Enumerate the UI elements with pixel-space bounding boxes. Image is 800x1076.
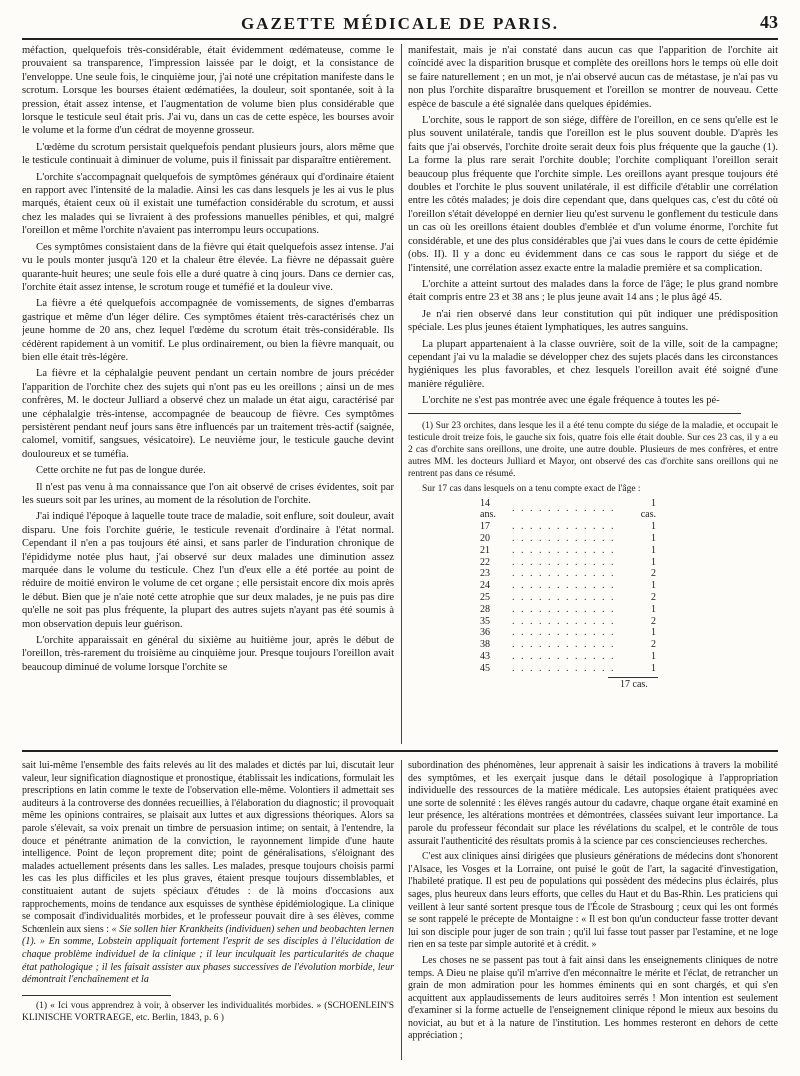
case-count: 1 [651, 650, 656, 662]
journal-title: GAZETTE MÉDICALE DE PARIS. [240, 14, 560, 33]
dot-leader: . . . . . . . . . . . . [512, 615, 616, 627]
case-count: 2 [651, 591, 656, 603]
dot-leader: . . . . . . . . . . . . [512, 580, 616, 592]
case-count: 1 [651, 603, 656, 615]
case-count: 2 [651, 568, 656, 580]
paragraph: L'orchite ne s'est pas montrée avec une égale fréquence à toutes les pé- [422, 395, 720, 407]
age-row [478, 533, 658, 545]
right-column [408, 44, 778, 744]
dot-leader: . . . . . . . . . . . . [512, 556, 616, 568]
column-divider [401, 760, 402, 1060]
age-row [478, 639, 658, 651]
paragraph: L'orchite a atteint surtout des malades dans la force de l'âge; le plus grand nombre était compris entre 23 et 38 ans ; le plus jeune avait 14 ans ; le plus âgé 45. [408, 278, 778, 304]
case-count: 1 cas. [640, 497, 656, 521]
age-row [478, 498, 658, 522]
dot-leader: . . . . . . . . . . . . [512, 650, 616, 662]
case-count: 1 [651, 662, 656, 674]
paragraph: méfaction, quelquefois très-considérable, était évidemment œdémateuse, comme le prouvaient sa transparence, l'impression laissée par le doigt, et la consistance de l'enveloppe. Une seule fois, le cinquième jour, j'ai noté une crépitation manifeste dans le scrotum. Lorsque les bourses étaient œdématiées, la douleur, soit spontanée, soit à la pression, était assez intense, et l'augmentation de volume bien plus considérable que lorsque le testicule seul était pris. J'ai vu, dans un cas de cette espèce, les bourses avoir le volume et la forme d'un cédrat de moyenne grosseur. [22, 45, 394, 137]
age-row [478, 627, 658, 639]
age-value: 25 [480, 591, 490, 603]
dot-leader: . . . . . . . . . . . . [512, 627, 616, 639]
dot-leader: . . . . . . . . . . . . [512, 503, 616, 515]
paragraph: La fièvre et la céphalalgie peuvent pendant un certain nombre de jours précéder l'apparition de l'orchite chez des sujets qui n'ont pas eu les oreillons ; ainsi un de mes confrères, M. le docteur Julliard a observé chez un malade un état aigu, caractérisé par une céphalalgie très-intense, accompagnée de beaucoup de fièvre. Ces symptômes persistèrent pendant neuf jours sans être influencés par un traitement très-actif (saignée, calomel, vomitif, sangsues, vésicatoire). Le neuvième jour, le testicule gauche devint douloureux et se tuméfia. [22, 368, 394, 460]
paragraph-text: sait lui-même l'ensemble des faits relevés au lit des malades et dictés par lui, discutait leur valeur, leur signification diagnostique et pronostique, établissait les indications, formulait les prescriptions en latin comme le texte de l'observation elle-même. Volontiers il admettait ses auditeurs à la controverse des données recueillies, à l'élaboration du diagnostic; il provoquait même les opinions contraires, se plaisait aux luttes et aux digressions théoriques. Alors sa parole s'élevait, sa voix prenait un timbre de persuasion intime; on sentait, à l'entendre, la douce et pénétrante animation de la conviction, le rayonnement limpide d'une haute intelligence. Point de leçon proprement dite; point de généralisations, s'éloignant des malades actuellement présents dans les salles. Les malades, presque toujours choisis parmi les cas les plus difficiles et les plus graves, étaient presque toujours dissemblables, et constituaient autant de sujets spéciaux d'études : de là moins d'occasions aux rapprochements, moins de tendance aux esquisses de synthèse épidémiologique. La clinique se composait d'individualités morbides, et le professeur pouvait dire à ses élèves, comme Schœnlein aux siens : [22, 760, 394, 935]
column-divider [401, 44, 402, 744]
dot-leader: . . . . . . . . . . . . [512, 568, 616, 580]
case-count: 2 [651, 615, 656, 627]
age-value: 45 [480, 662, 490, 674]
paragraph: L'orchite, sous le rapport de son siége, diffère de l'oreillon, en ce sens qu'elle est le plus souvent unilatérale, tandis que l'oreillon est le plus souvent double. D'après les faits que j'ai observés, l'orchite droite serait deux fois plus fréquente que la gauche (1). La forme la plus rare serait l'orchite double; l'orchite compliquant l'oreillon serait beaucoup plus fréquente que l'orchite simple. Les oreillons ayant presque toujours été doubles et l'orchite le plus souvent unilatérale, il est difficile d'établir une corrélation entre les côtés malades; je dois dire cependant que, dans quelques cas, c'est du côté où l'oreillon s'était développé en dernier lieu qu'est survenu le gonflement du testicule dans un cas où les oreillons étaient doubles d'emblée et d'un volume énorme, l'orchite fut considérable, et une des plus considérables que j'ai vues dans le cours de cette épidémie (obs. II). Il y a donc eu évidemment dans ce cas sous le rapport du siége et de l'intensité, une corrélation assez exacte entre la maladie première et sa complication. [408, 115, 778, 274]
age-value: 38 [480, 639, 490, 651]
dot-leader: . . . . . . . . . . . . [512, 662, 616, 674]
case-count: 1 [651, 556, 656, 568]
age-table [478, 498, 658, 675]
case-count: 1 [651, 580, 656, 592]
paragraph: La plupart appartenaient à la classe ouvrière, soit de la ville, soit de la campagne; cependant j'ai vu la maladie se développer chez des sujets placés dans les circonstances hygiéniques les plus favorables, et chez lesquels l'oreillon avait été soigné d'une manière régulière. [408, 338, 778, 390]
age-value: 14 ans. [480, 497, 496, 521]
paragraph: subordination des phénomènes, leur apprenait à saisir les indications à travers la mobilité des symptômes, et les exerçait jusque dans le détail posologique à l'appropriation individuelle des ressources de la matière médicale. Les autopsies étaient pratiquées avec une sorte de solennité : les élèves rangés autour du cadavre, chaque organe était examiné en leur présence, les altérations montrées et démontrées, classées suivant leur importance. La parole du professeur fécondait sur place les révélations du scalpel, et le contrôle de tous assurait l'authenticité des résultats promis à la science par ces consciencieuses recherches. [408, 760, 778, 847]
dot-leader: . . . . . . . . . . . . [512, 639, 616, 651]
case-count: 1 [651, 521, 656, 533]
case-count: 2 [651, 639, 656, 651]
age-row [478, 616, 658, 628]
german-quote: « Sie sollen hier Krankheits (individuen) sehen und beobachten lernen (1). » En somme, Lobstein appliquait fortement l'esprit de ses disciples à l'élucidation de chaque problème individuel de la clinique ; il leur inculquait les particularités de chaque état pathologique ; il les faisait assister aux phases successives de l'évolution morbide, leur démontrait l'enchaînement et la [22, 923, 394, 986]
paragraph: C'est aux cliniques ainsi dirigées que plusieurs générations de médecins dont s'honorent l'Alsace, les Vosges et la Lorraine, ont puisé le goût de l'art, la sagacité d'investigation, l'habileté pratique. Il est peu de populations qui possèdent des médecins plus éclairés, plus sages, plus heureux dans leurs efforts, que celles du Haut et du Bas-Rhin. Les praticiens qui veillent à leur santé sortent presque tous de l'École de Strasbourg ; ceux qui les ont formés se sont rappelé le précepte de Montaigne : « Il est bon qu'un conducteur fasse trotter devant lui son disciple pour juger de son train ; qu'il lui fasse tout passer par l'estamine, et ne loge rien en sa teste par simple autorité et à crédit. » [408, 851, 778, 951]
feuilleton-left-column [22, 760, 394, 1060]
age-value: 36 [480, 627, 490, 639]
footnote-separator [408, 413, 741, 414]
age-value: 35 [480, 615, 490, 627]
paragraph: Cette orchite ne fut pas de longue durée. [36, 465, 206, 477]
paragraph: L'orchite s'accompagnait quelquefois de symptômes généraux qui d'ordinaire étaient en rapport avec l'intensité de la maladie. Ainsi les cas dans lesquels je les ai vus le plus marqués, étaient ceux où il existait une tuméfaction considérable du scrotum, et aussi chez les malades qui se livraient à des professions manuelles pénibles, et qui, malgré l'oreillon et même l'orchite n'avaient pas interrompu leurs occupations. [22, 171, 394, 237]
age-row [478, 651, 658, 663]
age-row [478, 545, 658, 557]
age-row [478, 568, 658, 580]
age-row [478, 521, 658, 533]
dot-leader: . . . . . . . . . . . . [512, 532, 616, 544]
left-column [22, 44, 394, 744]
case-count: 1 [651, 627, 656, 639]
dot-leader: . . . . . . . . . . . . [512, 603, 616, 615]
paragraph: Ces symptômes consistaient dans de la fièvre qui était quelquefois assez intense. J'ai vu le pouls monter jusqu'à 120 et la chaleur être élevée. La fièvre ne dépassait guère quarante-huit heures; une seule fois elle a duré quatre à cinq jours. Dans ce dernier cas, l'orchite était assez intense, le scrotum rouge et tuméfié et la douleur vive. [22, 241, 394, 293]
page-number: 43 [760, 12, 778, 32]
page-header [22, 10, 778, 40]
age-row [478, 592, 658, 604]
dot-leader: . . . . . . . . . . . . [512, 521, 616, 533]
dot-leader: . . . . . . . . . . . . [512, 544, 616, 556]
age-value: 17 [480, 521, 490, 533]
age-value: 23 [480, 568, 490, 580]
age-value: 21 [480, 544, 490, 556]
paragraph [22, 760, 394, 987]
footnote: (1) Sur 23 orchites, dans lesque les il a été tenu compte du siége de la maladie, et occupait le testicule droit treize fois, le gauche six fois, quatre fois elle était double. Sur ces 23 cas, il y a eu 2 cas d'orchite sans oreillons, une droite, une autre double. Plusieurs de mes confrères, et entre autres MM. les docteurs Julliard et Mayor, ont observé des cas d'orchite sans oreillons qui ne rentrent pas dans ce résumé. [408, 420, 778, 479]
age-table-intro: Sur 17 cas dans lesquels on a tenu compte exact de l'âge : [422, 483, 641, 494]
paragraph: Les choses ne se passent pas tout à fait ainsi dans les enseignements cliniques de notre temps. A Dieu ne plaise qu'il m'arrive d'en méconnaître le mérite et l'éclat, de retrancher un grain de mon admiration pour les hommes éminents qui en sont chargés, et qui s'en acquittent aux applaudissements de leurs auditoires serrés ! Mon intention est seulement d'examiner si la forme actuelle de l'enseignement clinique répond le mieux aux besoins du noviciat, au but et à la nature de l'institution. Les hommes resteront en dehors de cette appréciation ; [408, 954, 778, 1042]
age-value: 24 [480, 580, 490, 592]
age-row [478, 604, 658, 616]
age-value: 22 [480, 556, 490, 568]
age-value: 43 [480, 650, 490, 662]
case-count: 1 [651, 532, 656, 544]
paragraph: manifestait, mais je n'ai constaté dans aucun cas que l'apparition de l'orchite ait coïncidé avec la disparition brusque et complète des oreillons hors le temps où elle doit se faire naturellement ; en un mot, je n'ai observé aucun cas de métastase, je n'ai pas vu non plus l'orchite disparaître brusquement et l'oreillon se montrer de nouveau. Cette espèce de bascule a été signalée dans quelques épidémies. [408, 45, 778, 110]
feuilleton-right-column [408, 760, 778, 1060]
dot-leader: . . . . . . . . . . . . [512, 591, 616, 603]
paragraph: Il n'est pas venu à ma connaissance que l'on ait observé de crises évidentes, soit par les sueurs soit par les urines, au moment de la résolution de l'orchite. [22, 481, 394, 506]
age-value: 20 [480, 532, 490, 544]
paragraph: Je n'ai rien observé dans leur constitution qui pût indiquer une prédisposition spéciale. Les plus jeunes étaient lymphatiques, les autres sanguins. [408, 308, 778, 334]
footnote: (1) « Ici vous apprendrez à voir, à observer les individualités morbides. » (SCHOENLEIN'S KLINISCHE VORTRAEGE, etc. Berlin, 1843, p. 6 ) [22, 1000, 394, 1023]
paragraph: J'ai indiqué l'époque à laquelle toute trace de maladie, soit enflure, soit douleur, avait disparu. Une fois l'orchite guérie, le testicule revenait d'ordinaire à l'état normal. Cependant il n'en a pas toujours été ainsi, et sans parler de l'induration chronique de l'épididyme notée plus haut, j'ai observé sur deux malades une diminution assez marquée dans le volume du testicule. Chez l'un d'eux elle a été portée au point de réduire de moitié environ le volume de cet organe ; elle persistait encore dix mois après le début. Bien que je n'aie noté cette atrophie que sur deux malades, je ne puis pas dire qu'elle ne soit pas plus fréquente, la plupart des autres sujets n'ayant pas été soumis à mon observation depuis leur guérison. [22, 511, 394, 630]
footnote-separator [22, 995, 171, 996]
age-row [478, 580, 658, 592]
age-row [478, 663, 658, 675]
paragraph: La fièvre a été quelquefois accompagnée de vomissements, de signes d'embarras gastrique et même d'un léger délire. Ces symptômes étaient très-caractérisés chez un jeune homme de 20 ans, chez lequel l'œdème du scrotum était très-considérable. Ils cédèrent rapidement à un vomitif. Le plus ordinairement, ou bien la fièvre manquait, ou bien elle était très-légère. [22, 298, 394, 363]
section-divider [22, 750, 778, 752]
age-table-total: 17 cas. [620, 678, 648, 690]
case-count: 1 [651, 544, 656, 556]
age-value: 28 [480, 603, 490, 615]
paragraph: L'œdème du scrotum persistait quelquefois pendant plusieurs jours, alors même que le testicule continuait à diminuer de volume, puis il finissait par disparaître entièrement. [22, 141, 394, 167]
paragraph: L'orchite apparaissait en général du sixième au huitième jour, après le début de l'oreillon, très-rarement du troisième au cinquième jour. Presque toujours l'oreillon avait beaucoup diminué de volume lorsque l'orchite se [22, 635, 394, 673]
age-row [478, 557, 658, 569]
